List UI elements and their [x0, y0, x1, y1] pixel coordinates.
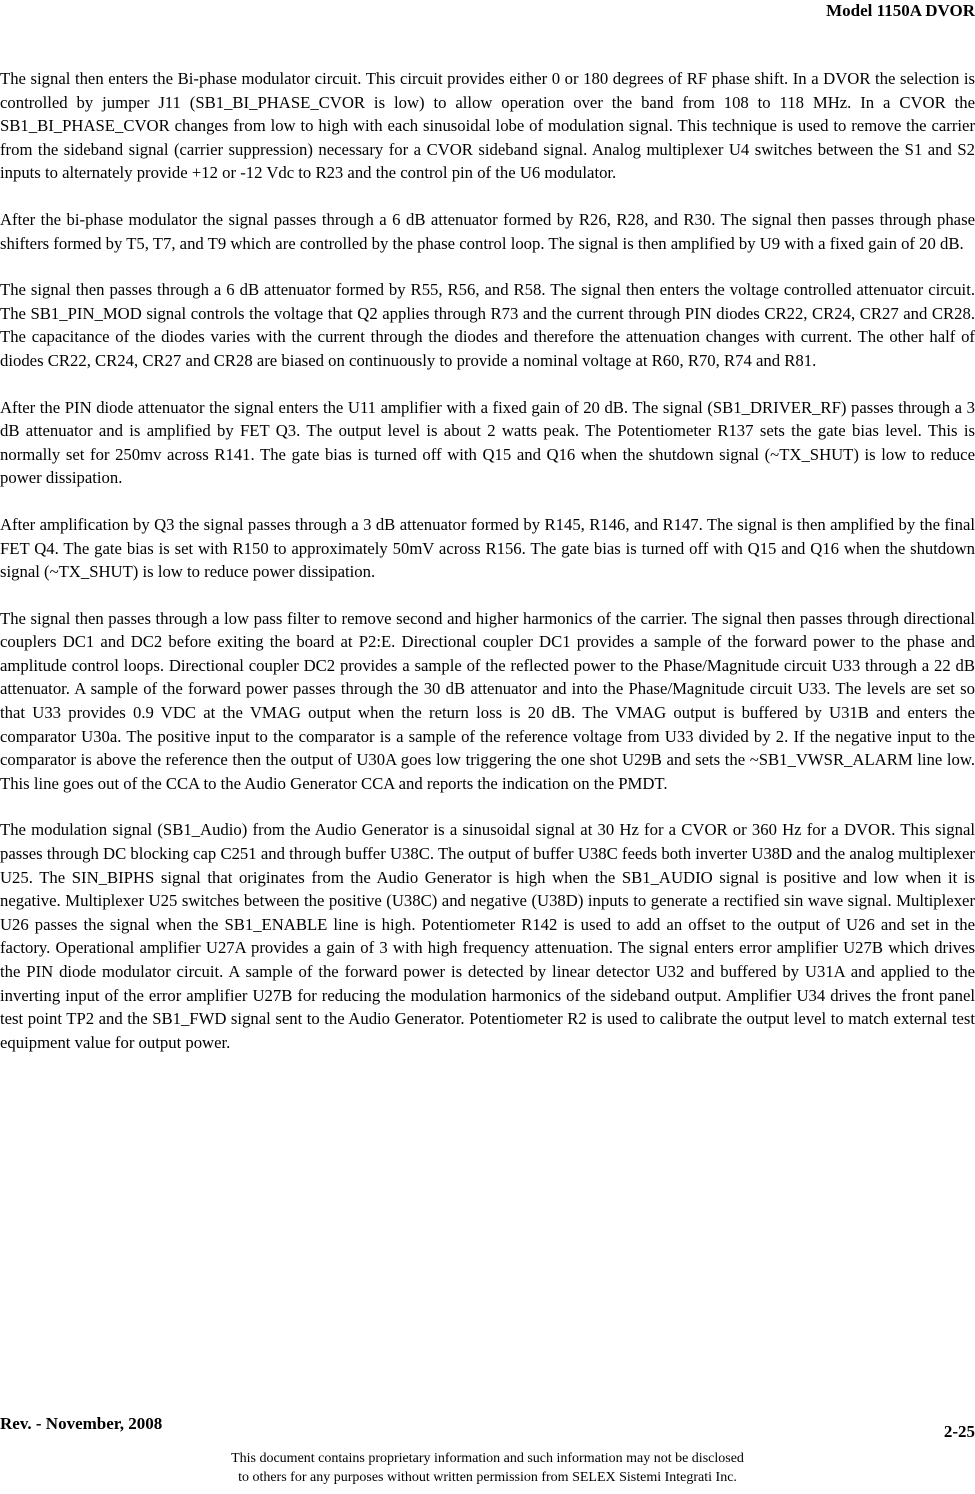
- footer-revision: Rev. - November, 2008: [0, 1414, 163, 1433]
- paragraph-phase-shifters: After the bi-phase modulator the signal passes through a 6 dB attenuator formed by R26, R28, and R30. The signal then passes through phase shifters formed by T5, T7, and T9 which are controlled by the phase control loop. The signal is then amplified by U9 with a fixed gain of 20 dB.: [0, 209, 975, 253]
- proprietary-notice-line-2: to others for any purposes without written permission from SELEX Sistemi Integrati Inc.: [238, 1470, 737, 1485]
- proprietary-notice: [0, 1449, 975, 1487]
- paragraph-biphase-modulator: The signal then enters the Bi-phase modulator circuit. This circuit provides either 0 or 180 degrees of RF phase shift. In a DVOR the selection is controlled by jumper J11 (SB1_BI_PHASE_CVOR is low) to allow operation over the band from 108 to 118 MHz. In a CVOR the SB1_BI_PHASE_CVOR changes from low to high with each sinusoidal lobe of modulation signal. This technique is used to remove the carrier from the sideband signal (carrier suppression) necessary for a CVOR sideband signal. Analog multiplexer U4 switches between the S1 and S2 inputs to alternately provide +12 or -12 Vdc to R23 and the control pin of the U6 modulator.: [0, 69, 975, 183]
- paragraph-final-fet: After amplification by Q3 the signal passes through a 3 dB attenuator formed by R145, R146, and R147. The signal is then amplified by the final FET Q4. The gate bias is set with R150 to approximately 50mV across R156. The gate bias is turned off with Q15 and Q16 when the shutdown signal (~TX_SHUT) is low to reduce power dissipation.: [0, 514, 975, 582]
- paragraph-modulation-signal: The modulation signal (SB1_Audio) from the Audio Generator is a sinusoidal signal at 30 Hz for a CVOR or 360 Hz for a DVOR. This signal passes through DC blocking cap C251 and through buffer U38C. The output of buffer U38C feeds both inverter U38D and the analog multiplexer U25. The SIN_BIPHS signal that originates from the Audio Generator is high when the SB1_AUDIO signal is positive and low when it is negative. Multiplexer U25 switches between the positive (U38C) and negative (U38D) inputs to generate a rectified sin wave signal. Multiplexer U26 passes the signal when the SB1_ENABLE line is high. Potentiometer R142 is used to add an offset to the output of U26 and set in the factory. Operational amplifier U27A provides a gain of 3 with high frequency attenuation. The signal enters error amplifier U27B which drives the PIN diode modulator circuit. A sample of the forward power is detected by linear detector U32 and buffered by U31A and applied to the inverting input of the error amplifier U27B for reducing the modulation harmonics of the sideband output. Amplifier U34 drives the front panel test point TP2 and the SB1_FWD signal sent to the Audio Generator. Potentiometer R2 is used to calibrate the output level to match external test equipment value for output power.: [0, 820, 975, 1052]
- document-body: [0, 67, 975, 1077]
- paragraph-low-pass-filter: The signal then passes through a low pass filter to remove second and higher harmonics of the carrier. The signal then passes through directional couplers DC1 and DC2 before exiting the board at P2:E. Directional coupler DC1 provides a sample of the forward power to the phase and amplitude control loops. Directional coupler DC2 provides a sample of the reflected power to the Phase/Magnitude circuit U33 through a 22 dB attenuator. A sample of the forward power passes through the 30 dB attenuator and into the Phase/Magnitude circuit U33. The levels are set so that U33 provides 0.9 VDC at the VMAG output when the return loss is 20 dB. The VMAG output is buffered by U31B and enters the comparator U30a. The positive input to the comparator is a sample of the reference voltage from U33 divided by 2. If the negative input to the comparator is above the reference then the output of U30A goes low triggering the one shot U29B and sets the ~SB1_VWSR_ALARM line low. This line goes out of the CCA to the Audio Generator CCA and reports the indication on the PMDT.: [0, 608, 975, 793]
- document-header-title: Model 1150A DVOR: [826, 1, 975, 20]
- proprietary-notice-line-1: This document contains proprietary information and such information may not be disclosed: [231, 1451, 744, 1466]
- paragraph-u11-amplifier: After the PIN diode attenuator the signal enters the U11 amplifier with a fixed gain of 20 dB. The signal (SB1_DRIVER_RF) passes through a 3 dB attenuator and is amplified by FET Q3. The output level is about 2 watts peak. The Potentiometer R137 sets the gate bias level. This is normally set for 250mv across R141. The gate bias is turned off with Q15 and Q16 when the shutdown signal (~TX_SHUT) is low to reduce power dissipation.: [0, 397, 975, 488]
- paragraph-voltage-controlled-attenuator: The signal then passes through a 6 dB attenuator formed by R55, R56, and R58. The signal then enters the voltage controlled attenuator circuit. The SB1_PIN_MOD signal controls the voltage that Q2 applies through R73 and the current through PIN diodes CR22, CR24, CR27 and CR28. The capacitance of the diodes varies with the current through the diodes and therefore the attenuation changes with current. The other half of diodes CR22, CR24, CR27 and CR28 are biased on continuously to provide a nominal voltage at R60, R70, R74 and R81.: [0, 280, 975, 370]
- footer-page-number: 2-25: [943, 1422, 975, 1441]
